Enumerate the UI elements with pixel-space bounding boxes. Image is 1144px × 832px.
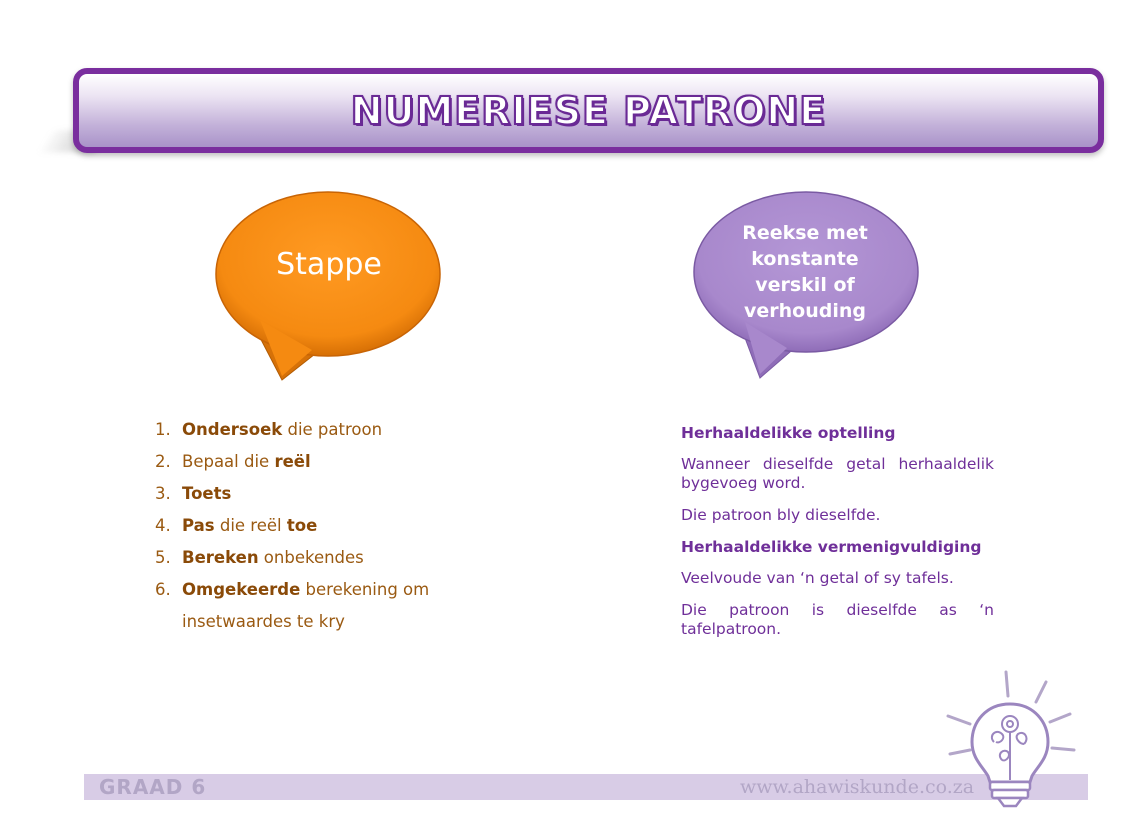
step-text: die patroon [282, 420, 383, 439]
list-item [155, 484, 485, 516]
step-number: 5. [155, 548, 171, 567]
reekse-label-line: verskil of [755, 274, 855, 296]
list-item [155, 452, 485, 484]
list-item [155, 516, 485, 548]
step-text: onbekendes [258, 548, 364, 567]
title-banner [73, 68, 1104, 153]
reekse-label-line: konstante [751, 248, 859, 270]
step-text: Bepaal die [182, 452, 275, 471]
section-heading: Herhaaldelikke optelling [681, 424, 896, 442]
step-keyword: toe [286, 516, 318, 535]
step-number: 2. [155, 452, 171, 471]
stappe-speech-bubble [210, 190, 450, 385]
step-keyword: Omgekeerde [182, 580, 301, 599]
section-heading: Herhaaldelikke vermenigvuldiging [681, 538, 982, 556]
step-keyword: Bereken [182, 548, 259, 567]
patterns-description [681, 424, 994, 652]
page-title: NUMERIESE PATRONE [350, 88, 827, 133]
step-number: 3. [155, 484, 171, 503]
step-keyword: Ondersoek [182, 420, 283, 439]
paragraph: Veelvoude van ‘n getal of sy tafels. [681, 569, 954, 587]
grade-label: GRAAD 6 [99, 775, 207, 799]
website-link[interactable]: www.ahawiskunde.co.za [740, 776, 975, 798]
steps-list [155, 420, 485, 644]
list-item [155, 580, 485, 612]
list-item [155, 420, 485, 452]
paragraph: Die patroon is dieselfde as ‘n tafelpatroon. [681, 601, 994, 638]
list-item [155, 548, 485, 580]
reekse-label-line: verhouding [744, 300, 866, 322]
step-continuation: insetwaardes te kry [182, 612, 345, 631]
step-text: die reël [214, 516, 287, 535]
step-text: berekening om [300, 580, 430, 599]
step-keyword: Toets [182, 484, 232, 503]
reekse-label-line: Reekse met [742, 222, 868, 244]
reekse-label [710, 220, 900, 324]
step-keyword: Pas [182, 516, 215, 535]
lightbulb-logo-icon [938, 664, 1088, 812]
step-number: 1. [155, 420, 171, 439]
paragraph: Die patroon bly dieselfde. [681, 506, 881, 524]
step-number: 4. [155, 516, 171, 535]
stappe-label: Stappe [276, 247, 382, 282]
paragraph: Wanneer dieselfde getal herhaaldelik bygevoeg word. [681, 455, 994, 492]
step-number: 6. [155, 580, 171, 599]
step-keyword: reël [274, 452, 311, 471]
